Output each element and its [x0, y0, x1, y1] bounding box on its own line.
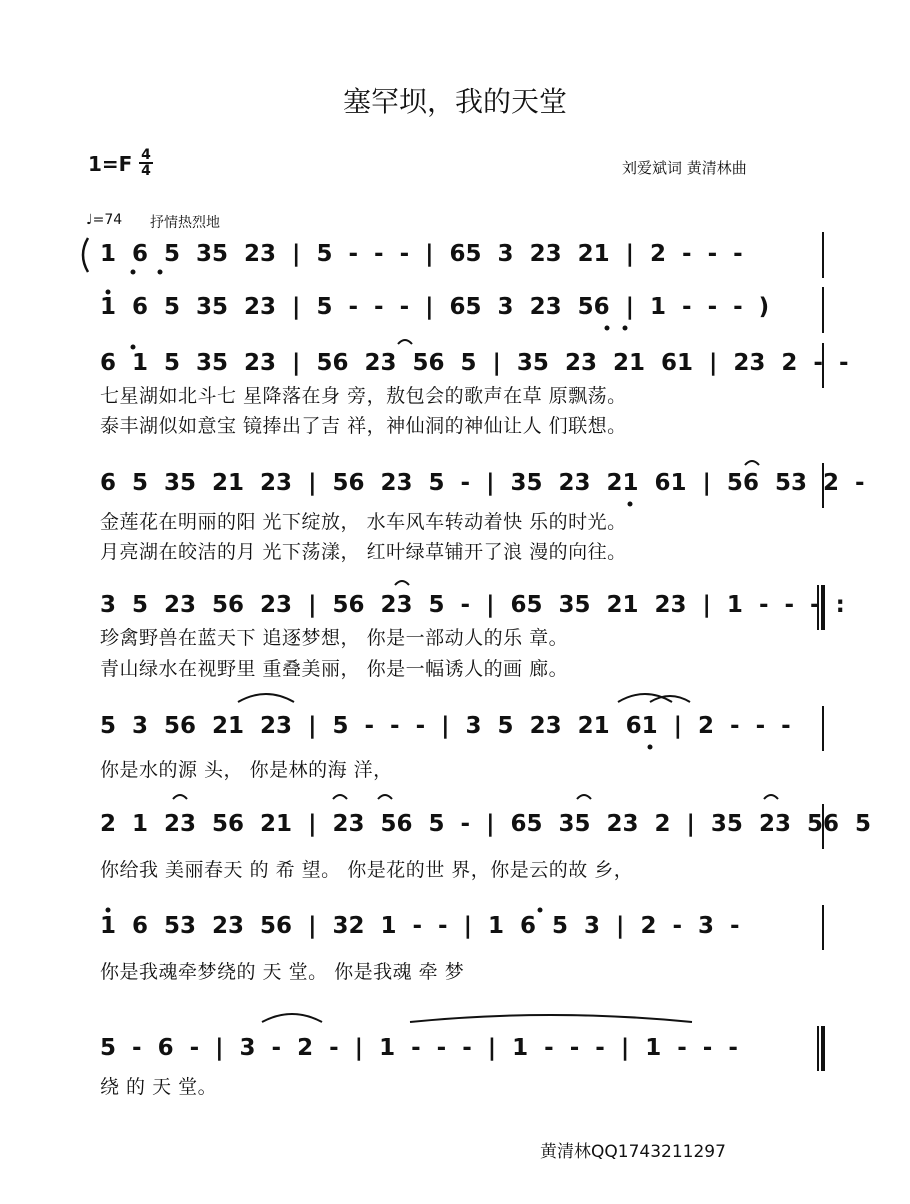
tie-mark: [764, 795, 778, 799]
lyric-line-7a: 你给我 美丽春天 的 希 望。 你是花的世 界，你是云的故 乡，: [100, 859, 634, 881]
tie-mark: [577, 795, 591, 799]
tie-mark: [395, 581, 409, 585]
tie-mark: [745, 461, 759, 465]
tie-mark: [333, 795, 347, 799]
notation-line-2: 1 6 5 35 23 | 5 - - - | 65 3 23 56 | 1 - - - ): [100, 294, 770, 320]
slur: [238, 694, 294, 702]
lyric-line-4b: 月亮湖在皎洁的月 光下荡漾， 红叶绿草铺开了浪 漫的向往。: [100, 541, 627, 563]
song-title: 塞罕坝，我的天堂: [342, 85, 567, 118]
octave-dot: [623, 326, 628, 331]
credits: 刘爱斌词 黄清林曲: [622, 159, 747, 177]
octave-dot: [106, 908, 111, 913]
key-signature: 1=F: [88, 152, 133, 176]
lyric-line-3b: 泰丰湖似如意宝 镜捧出了吉 祥，神仙洞的神仙让人 们联想。: [100, 415, 627, 437]
notation-line-3: 6 1 5 35 23 | 56 23 56 5 | 35 23 21 61 | 23 2 - -: [100, 350, 849, 376]
octave-dot: [158, 270, 163, 275]
copyright-footer: 黄清林QQ1743211297: [540, 1142, 726, 1162]
notation-line-4: 6 5 35 21 23 | 56 23 5 - | 35 23 21 61 | 56 53 2 -: [100, 470, 865, 496]
time-signature-top: 4: [139, 148, 153, 164]
notation-line-1: 1 6 5 35 23 | 5 - - - | 65 3 23 21 | 2 - - -: [100, 241, 743, 267]
lyric-line-6a: 你是水的源 头， 你是林的海 洋，: [100, 759, 393, 781]
lyric-line-5b: 青山绿水在视野里 重叠美丽， 你是一幅诱人的画 廊。: [100, 658, 569, 680]
notation-line-7: 2 1 23 56 21 | 23 56 5 - | 65 35 23 2 | 35 23 56 5: [100, 811, 871, 837]
slur: [410, 1015, 692, 1022]
notation-line-6: 5 3 56 21 23 | 5 - - - | 3 5 23 21 61 | 2 - - -: [100, 713, 791, 739]
notation-line-9: 5 - 6 - | 3 - 2 - | 1 - - - | 1 - - - | 1 - - -: [100, 1035, 738, 1061]
intro-parenthesis: [83, 238, 88, 272]
tie-mark: [378, 795, 392, 799]
tempo-marking: ♩=74: [86, 212, 123, 228]
octave-dot: [131, 270, 136, 275]
octave-dot: [605, 326, 610, 331]
octave-dot: [538, 908, 543, 913]
tie-mark: [173, 795, 187, 799]
octave-dot: [628, 502, 633, 507]
slur: [262, 1014, 322, 1022]
lyric-line-3a: 七星湖如北斗七 星降落在身 旁，敖包会的歌声在草 原飘荡。: [100, 385, 627, 407]
tie-mark: [398, 340, 412, 344]
octave-dot: [131, 345, 136, 350]
notation-line-5: 3 5 23 56 23 | 56 23 5 - | 65 35 21 23 | 1 - - - :: [100, 592, 845, 618]
octave-dot: [648, 745, 653, 750]
slur: [618, 694, 672, 702]
lyric-line-5a: 珍禽野兽在蓝天下 追逐梦想， 你是一部动人的乐 章。: [100, 627, 569, 649]
octave-dot: [106, 290, 111, 295]
lyric-line-8a: 你是我魂牵梦绕的 天 堂。 你是我魂 牵 梦: [100, 961, 465, 983]
lyric-line-4a: 金莲花在明丽的阳 光下绽放， 水车风车转动着快 乐的时光。: [100, 511, 627, 533]
expression-marking: 抒情热烈地: [150, 215, 220, 231]
time-signature-bottom: 4: [141, 163, 151, 179]
lyric-line-9a: 绕 的 天 堂。: [100, 1076, 218, 1098]
notation-line-8: 1 6 53 23 56 | 32 1 - - | 1 6 5 3 | 2 - 3 -: [100, 913, 740, 939]
